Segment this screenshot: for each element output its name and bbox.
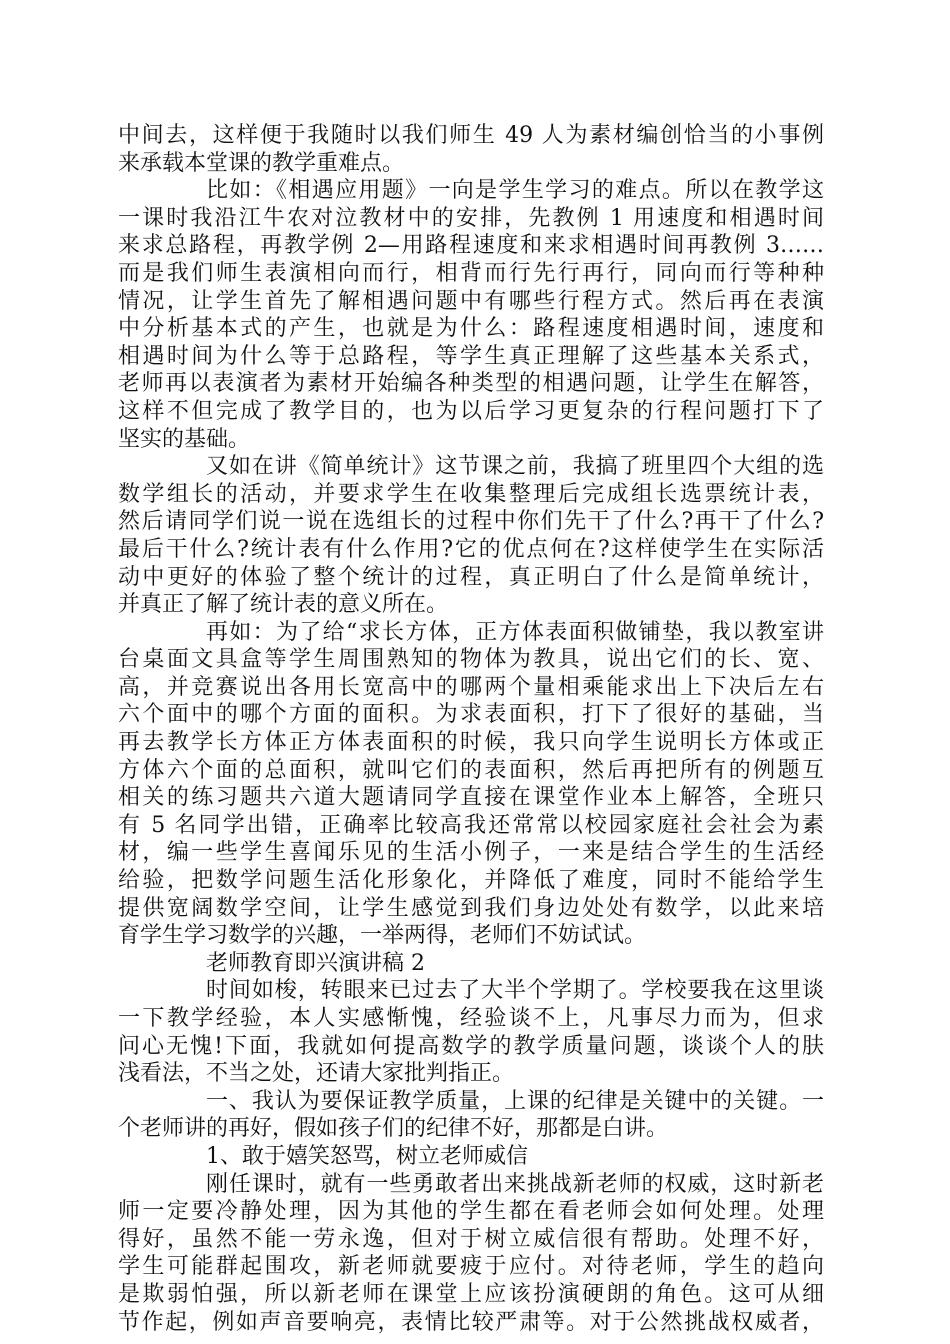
text-line: 最后干什么?统计表有什么作用?它的优点何在?这样使学生在实际活: [118, 536, 824, 562]
text-line: 一课时我沿江牛农对泣教材中的安排，先教例 1 用速度和相遇时间: [118, 205, 824, 231]
text-line: 动中更好的体验了整个统计的过程，真正明白了什么是简单统计，: [118, 564, 824, 590]
text-line: 提供宽阔数学空间，让学生感觉到我们身边处处有数学，以此来培: [118, 895, 824, 921]
text-line: 是欺弱怕强，所以新老师在课堂上应该扮演硬朗的角色。这可从细: [118, 1281, 824, 1307]
text-line: 师一定要冷静处理，因为其他的学生都在看老师会如何处理。处理: [118, 1199, 824, 1225]
text-line: 时间如梭，转眼来已过去了大半个学期了。学校要我在这里谈: [206, 978, 824, 1004]
text-line: 有 5 名同学出错，正确率比较高我还常常以校园家庭社会社会为素: [118, 812, 824, 838]
text-line: 一下教学经验，本人实感惭愧，经验谈不上，凡事尽力而为，但求: [118, 1006, 824, 1031]
text-line: 中间去，这样便于我随时以我们师生 49 人为素材编创恰当的小事例: [118, 123, 824, 148]
text-line: 学生可能群起围攻，新老师就要疲于应付。对待老师，学生的趋向: [118, 1254, 824, 1280]
document-page: [118, 122, 824, 1336]
text-line: 1、敢于嬉笑怒骂，树立老师威信: [206, 1143, 528, 1169]
text-line: 又如在讲《简单统计》这节课之前，我搞了班里四个大组的选: [206, 454, 824, 480]
text-line: 来承载本堂课的教学重难点。: [118, 150, 405, 176]
text-line: 情况，让学生首先了解相遇问题中有哪些行程方式。然后再在表演: [118, 288, 824, 314]
text-line: 台桌面文具盒等学生周围熟知的物体为教具，说出它们的长、宽、: [118, 647, 824, 673]
text-line: 数学组长的活动，并要求学生在收集整理后完成组长选票统计表，: [118, 481, 824, 507]
text-line: 坚实的基础。: [118, 426, 251, 452]
text-line: 六个面中的哪个方面的面积。为求表面积，打下了很好的基础，当: [118, 702, 824, 728]
text-line: 再如：为了给“求长方体，正方体表面积做铺垫，我以教室讲: [206, 619, 824, 645]
text-line: 老师再以表演者为素材开始编各种类型的相遇问题，让学生在解答，: [118, 371, 824, 397]
text-line: 育学生学习数学的兴趣，一举两得，老师们不妨试试。: [118, 923, 647, 949]
text-line: 这样不但完成了教学目的，也为以后学习更复杂的行程问题打下了: [118, 398, 824, 424]
text-line: 节作起，例如声音要响亮，表情比较严肃等。对于公然挑战权威者，: [118, 1309, 824, 1335]
text-line: 老师教育即兴演讲稿 2: [206, 950, 425, 976]
text-line: 高，并竞赛说出各用长宽高中的哪两个量相乘能求出上下决后左右: [118, 674, 824, 700]
text-line: 刚任课时，就有一些勇敢者出来挑战新老师的权威，这时新老: [206, 1171, 824, 1197]
text-line: 问心无愧!下面，我就如何提高数学的教学质量问题，谈谈个人的肤: [118, 1033, 824, 1059]
text-line: 材，编一些学生喜闻乐见的生活小例子，一来是结合学生的生活经: [118, 840, 824, 866]
text-line: 来求总路程，再教学例 2—用路程速度和来求相遇时间再教例 3……: [118, 233, 824, 259]
text-line: 比如：《相遇应用题》一向是学生学习的难点。所以在教学这: [206, 178, 824, 204]
text-line: 然后请同学们说一说在选组长的过程中你们先干了什么?再干了什么?: [118, 509, 824, 535]
text-line: 而是我们师生表演相向而行，相背而行先行再行，同向而行等种种: [118, 260, 824, 286]
text-line: 并真正了解了统计表的意义所在。: [118, 592, 449, 618]
text-line: 给验，把数学问题生活化形象化，并降低了难度，同时不能给学生: [118, 868, 824, 894]
text-line: 中分析基本式的产生，也就是为什么：路程速度相遇时间，速度和: [118, 316, 824, 342]
text-line: 得好，虽然不能一劳永逸，但对于树立威信很有帮助。处理不好，: [118, 1226, 824, 1252]
text-line: 浅看法，不当之处，还请大家批判指正。: [118, 1061, 515, 1087]
text-line: 个老师讲的再好，假如孩子们的纪律不好，那都是白讲。: [118, 1116, 669, 1142]
text-line: 一、我认为要保证教学质量，上课的纪律是关键中的关键。一: [206, 1088, 824, 1114]
text-line: 相遇时间为什么等于总路程，等学生真正理解了这些基本关系式，: [118, 343, 824, 369]
text-line: 方体六个面的总面积，就叫它们的表面积，然后再把所有的例题互: [118, 757, 824, 783]
text-line: 再去教学长方体正方体表面积的时候，我只向学生说明长方体或正: [118, 730, 824, 756]
text-line: 相关的练习题共六道大题请同学直接在课堂作业本上解答，全班只: [118, 785, 824, 811]
